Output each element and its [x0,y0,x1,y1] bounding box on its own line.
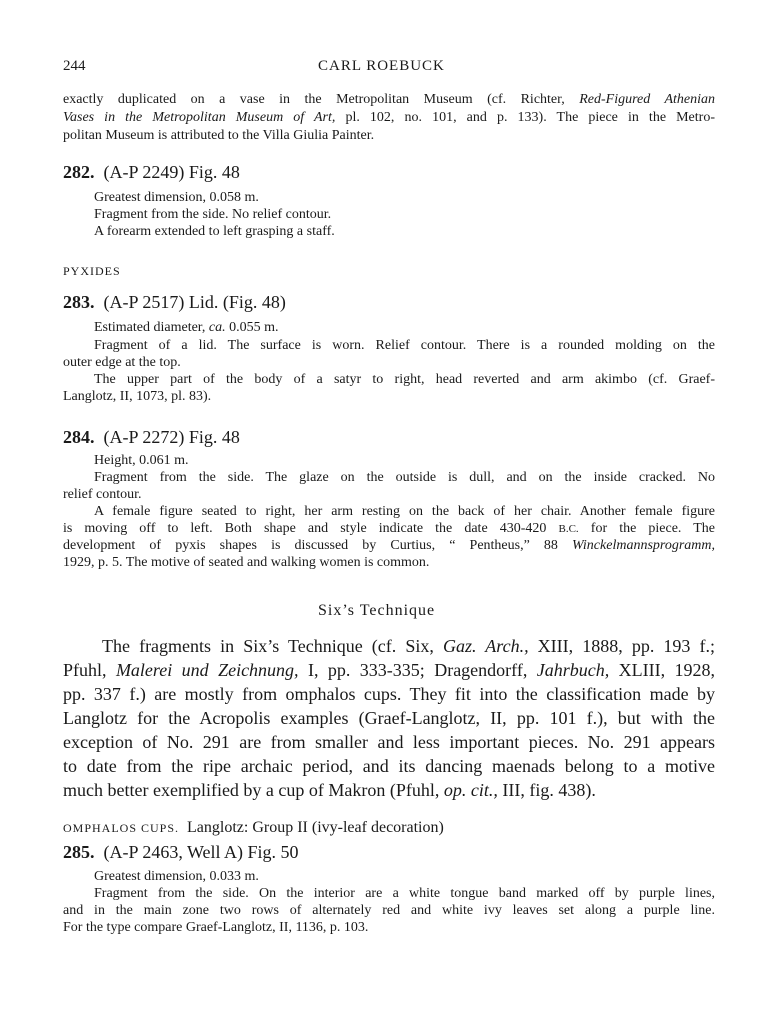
catalogue-entry-heading: 285. (A-P 2463, Well A) Fig. 50 [63,842,299,862]
entry-text-line: For the type compare Graef-Langlotz, II, 1136, p. 103. [63,920,369,935]
entry-text-line: A forearm extended to left grasping a staff. [94,224,335,239]
entry-text-line: is moving off to left. Both shape and style indicate the date 430-420 B.C. for the piece. The [63,521,716,536]
section-paragraph-line: The fragments in Six’s Technique (cf. Six, Gaz. Arch., XIII, 1888, pp. 193 f.; [102,636,716,656]
section-paragraph-line: exception of No. 291 are from smaller and less important pieces. No. 291 appears [63,732,715,752]
catalogue-entry-heading: 282. (A-P 2249) Fig. 48 [63,162,240,182]
entry-text-line: The upper part of the body of a satyr to right, head reverted and arm akimbo (cf. Graef- [94,372,715,387]
entry-text-line: 1929, p. 5. The motive of seated and walking women is common. [63,555,430,570]
intro-line-1: exactly duplicated on a vase in the Metropolitan Museum (cf. Richter, Red-Figured Athenian [63,92,715,107]
entry-text-line: outer edge at the top. [63,355,181,370]
entry-text-line: Langlotz, II, 1073, pl. 83). [63,389,212,404]
page-number: 244 [63,58,86,74]
section-paragraph-line: Pfuhl, Malerei und Zeichnung, I, pp. 333-335; Dragendorff, Jahrbuch, XLIII, 1928, [63,660,716,680]
entry-dimension: Estimated diameter, ca. 0.055 m. [94,320,279,335]
category-heading-pyxides: PYXIDES [63,264,121,278]
entry-text-line: Fragment from the side. On the interior are a white tongue band marked off by purple lines, [94,886,715,901]
entry-text-line: relief contour. [63,487,142,502]
section-paragraph-line: pp. 337 f.) are mostly from omphalos cups. They fit into the classification made by [63,684,715,704]
intro-line-2: Vases in the Metropolitan Museum of Art, pl. 102, no. 101, and p. 133). The piece in the Metro- [63,110,715,125]
entry-text-line: A female figure seated to right, her arm resting on the back of her chair. Another female figure [94,504,715,519]
section-paragraph-line: much better exemplified by a cup of Makron (Pfuhl, op. cit., III, fig. 438). [63,780,596,800]
running-head: CARL ROEBUCK [318,58,445,74]
section-paragraph-line: Langlotz for the Acropolis examples (Graef-Langlotz, II, pp. 101 f.), but with the [63,708,715,728]
entry-dimension: Greatest dimension, 0.033 m. [94,869,259,884]
entry-dimension: Greatest dimension, 0.058 m. [94,190,259,205]
entry-text-line: and in the main zone two rows of alternately red and white ivy leaves set along a purple line. [63,903,715,918]
intro-line-3: politan Museum is attributed to the Villa Giulia Painter. [63,128,375,143]
entry-text-line: Fragment from the side. The glaze on the outside is dull, and on the inside cracked. No [94,470,715,485]
catalogue-entry-heading: 283. (A-P 2517) Lid. (Fig. 48) [63,292,286,312]
entry-text-line: Fragment of a lid. The surface is worn. Relief contour. There is a rounded molding on the [94,338,715,353]
entry-text-line: development of pyxis shapes is discussed by Curtius, “ Pentheus,” 88 Winckelmannsprogramm, [63,538,715,553]
section-title: Six’s Technique [318,602,436,619]
catalogue-entry-heading: 284. (A-P 2272) Fig. 48 [63,427,240,447]
entry-text-line: Fragment from the side. No relief contour. [94,207,332,222]
category-heading-omphalos: OMPHALOS CUPS. Langlotz: Group II (ivy-leaf decoration) [63,819,444,836]
section-paragraph-line: to date from the ripe archaic period, and its dancing maenads belong to a motive [63,756,715,776]
entry-dimension: Height, 0.061 m. [94,453,189,468]
